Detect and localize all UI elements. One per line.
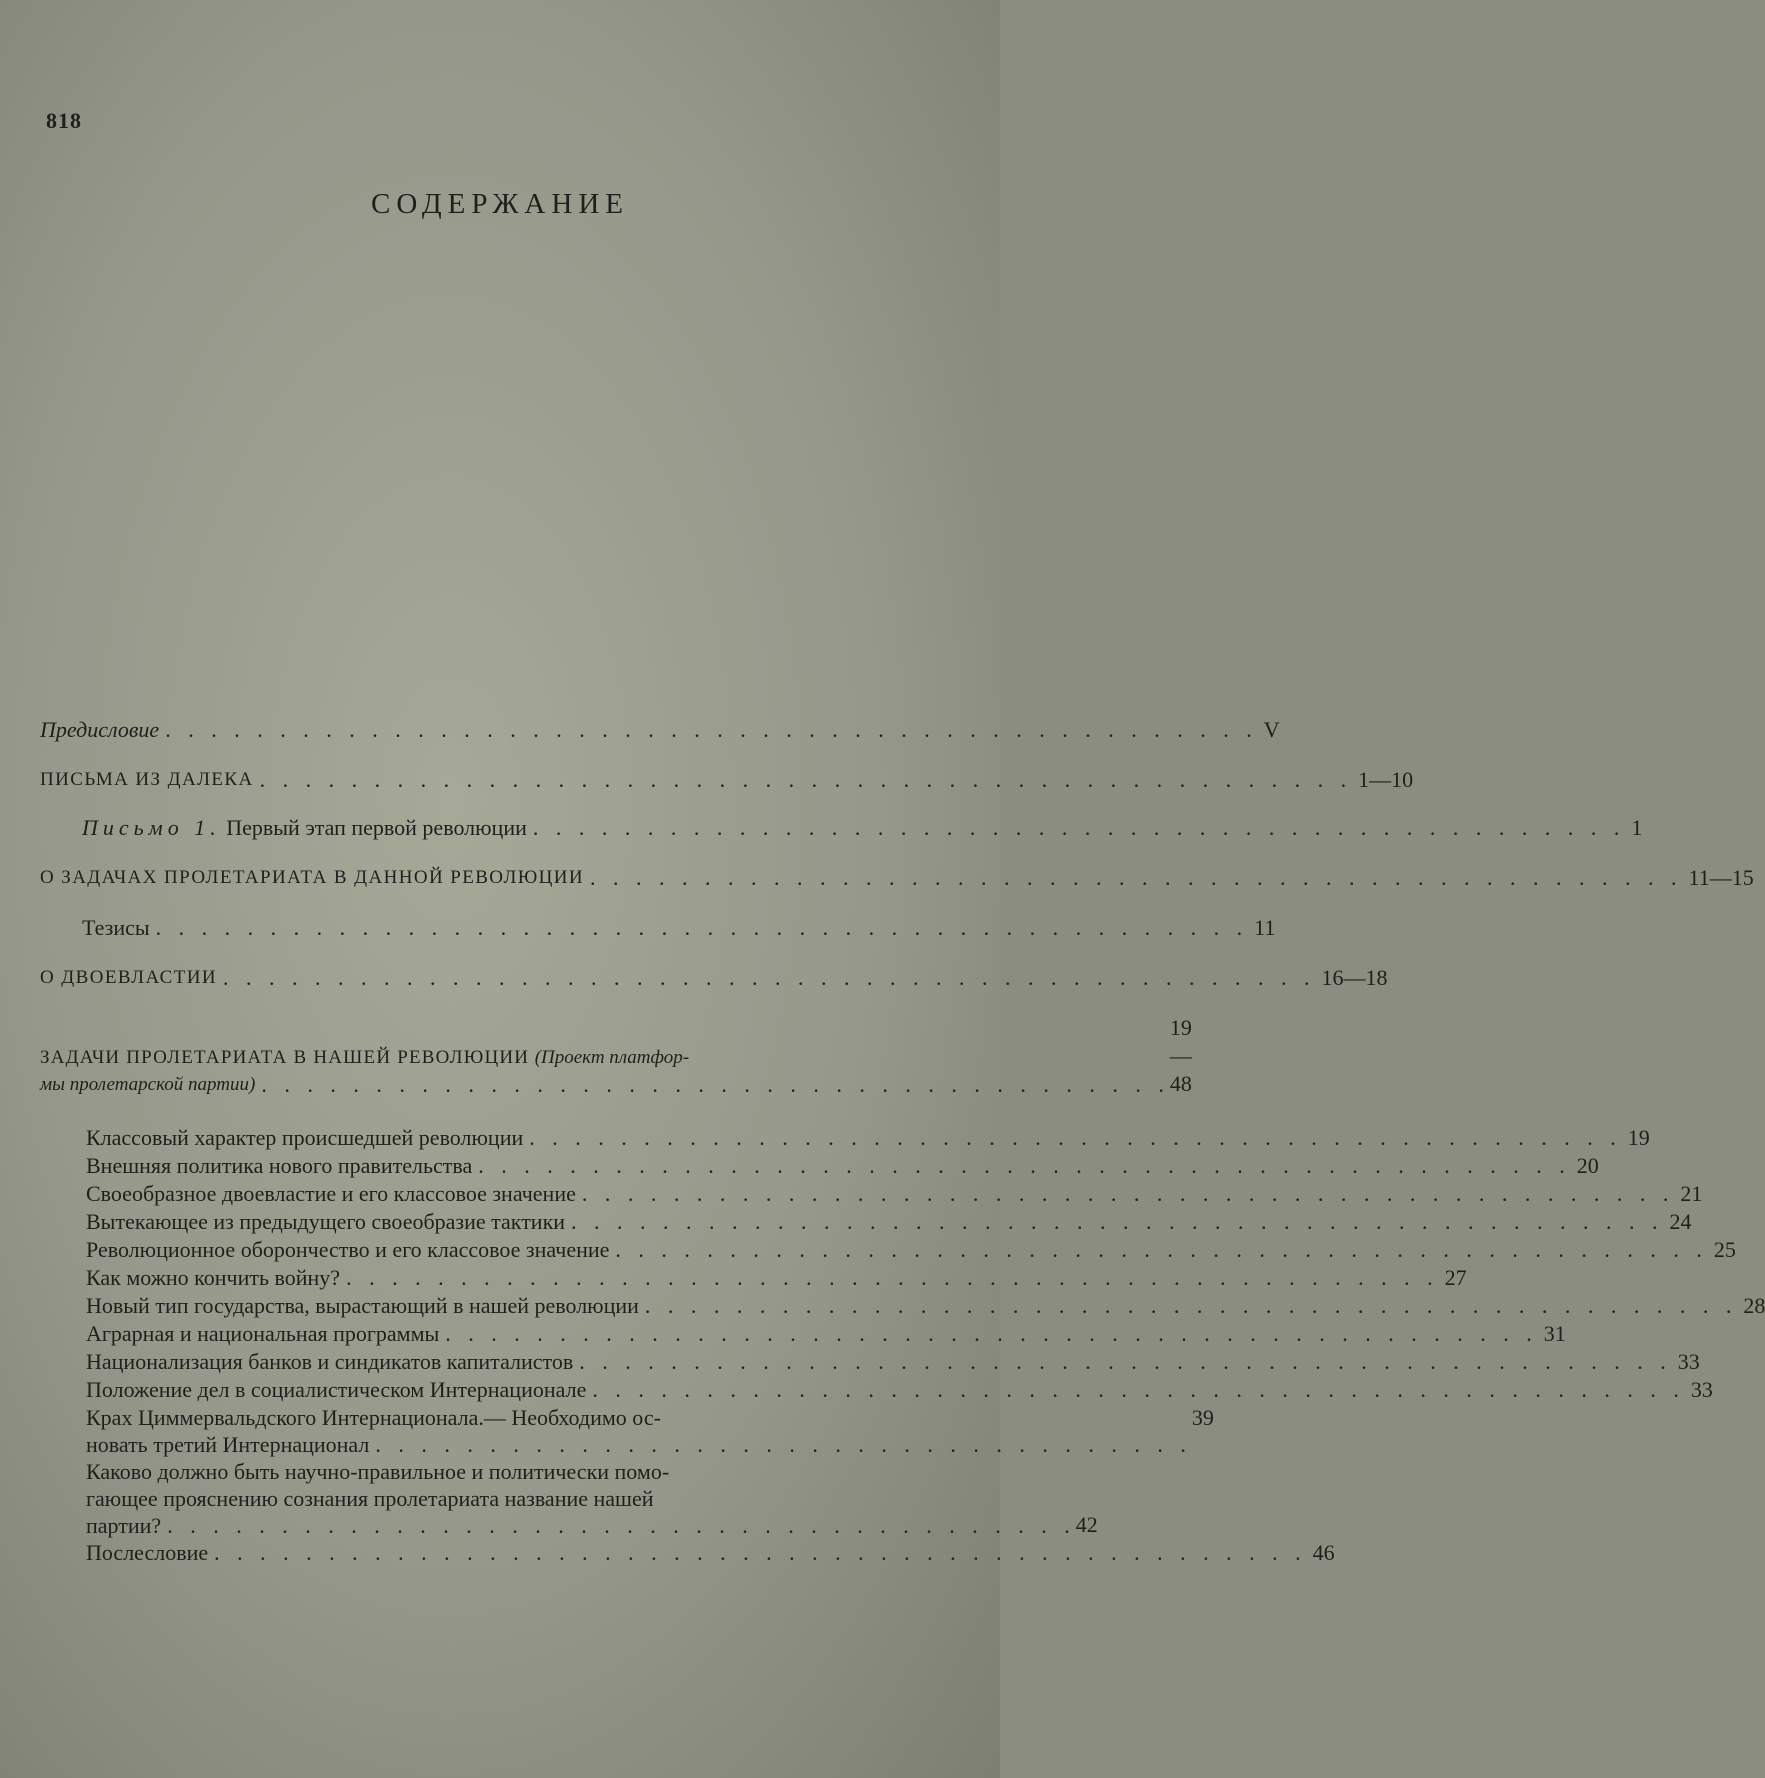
dot-leader: . . . . . . . . . . . . . . . . . . . . . . . . . . . . . . . . . . . . . . . . . . . . . . . . [571,1209,1664,1234]
toc-label: Послесловие [86,1540,209,1565]
toc-entry-party-name[interactable] [40,1458,1098,1539]
toc-page: 11 [1254,915,1276,940]
page-title: СОДЕРЖАНИЕ [371,188,629,220]
toc-label: О ЗАДАЧАХ ПРОЛЕТАРИАТА В ДАННОЙ РЕВОЛЮЦИИ [40,867,585,888]
toc-sub-entry[interactable] [40,1348,1700,1376]
toc-page: 42 [1075,1512,1098,1537]
toc-entry-letter-one[interactable] [40,814,1643,842]
dot-leader: . . . . . . . . . . . . . . . . . . . . . . . . . . . . . . . . . . . . . . . . . . . . . . . . [529,1125,1622,1150]
toc-line: Каково должно быть научно-правильное и политически помо- [86,1459,670,1484]
toc-page: 39 [1191,1405,1214,1430]
dot-leader: . . . . . . . . . . . . . . . . . . . . . . . . . . . . . . . . . . . . . . . . . . . . . . . . [478,1153,1571,1178]
dot-leader: . . . . . . . . . . . . . . . . . . . . . . . . . . . . . . . . . . . . . . . . . . . . . . . . [165,717,1258,742]
toc-label: ПИСЬМА ИЗ ДАЛЕКА [40,769,254,790]
toc-page: 20 [1576,1153,1599,1178]
toc-entry-dual-power[interactable] [40,964,1388,992]
sub-items [40,1124,1765,1404]
toc-label: Положение дел в социалистическом Интернационале [86,1377,587,1402]
toc-sub-entry[interactable] [40,1180,1703,1208]
toc-line: гающее прояснению сознания пролетариата название нашей [86,1486,654,1511]
toc-page: 33 [1690,1377,1713,1402]
toc-line: партии? . . . . . . . . . . . . . . . . . . . . . . . . . . . . . . . . . . . . . . . . [86,1513,1076,1538]
dot-leader: . . . . . . . . . . . . . . . . . . . . . . . . . . . . . . . . . . . . . . . . . . . . . . . . [590,865,1683,890]
toc-label: Национализация банков и синдикатов капиталистов [86,1349,574,1374]
toc-label-text: Первый этап первой революции [226,815,527,840]
toc-entry-theses[interactable] [40,914,1276,942]
dot-leader: . . . . . . . . . . . . . . . . . . . . . . . . . . . . . . . . . . . . . . . . . . . . . . . . [259,767,1353,792]
toc-label-subtitle-cont: мы пролетарской партии) [40,1074,256,1095]
toc-page: V [1263,717,1280,742]
toc-page: 33 [1677,1349,1700,1374]
toc-sub-entry[interactable] [40,1152,1599,1180]
toc-page: 19 [1627,1125,1650,1150]
toc-page: 21 [1680,1181,1703,1206]
toc-entry-letters-far[interactable] [40,766,1414,794]
dot-leader: . . . . . . . . . . . . . . . . . . . . . . . . . . . . . . . . . . . . . . . . . . . . . . . . [579,1349,1672,1374]
toc-label: Аграрная и национальная программы [86,1321,440,1346]
dot-leader: . . . . . . . . . . . . . . . . . . . . . . . . . . . . . . . . . . . . . . . . . . . . . . . . [445,1321,1538,1346]
dot-leader: . . . . . . . . . . . . . . . . . . . . . . . . . . . . . . . . . . . . . . . . . . . . . . . . [222,965,1316,990]
toc-label: О ДВОЕВЛАСТИИ [40,967,217,988]
toc-label: Классовый характер происшедшей революции [86,1125,524,1150]
dot-leader: . . . . . . . . . . . . . . . . . . . . . . . . . . . . . . . . . . . . . . . . . . . . . . . . [615,1237,1708,1262]
toc-page: 16—18 [1321,965,1388,990]
dot-leader: . . . . . . . . . . . . . . . . . . . . . . . . . . . . . . . . . . . . . . . . [167,1513,1076,1538]
dot-leader: . . . . . . . . . . . . . . . . . . . . . . . . . . . . . . . . . . . . . . . . . . . . . . . . [532,815,1626,840]
toc-sub-entry[interactable] [40,1236,1736,1264]
toc-sub-entry[interactable] [40,1208,1692,1236]
dot-leader: . . . . . . . . . . . . . . . . . . . . . . . . . . . . . . . . . . . . . . . . . . . . . . . . [214,1540,1307,1565]
toc-sub-entry[interactable] [40,1124,1650,1152]
toc-label: ЗАДАЧИ ПРОЛЕТАРИАТА В НАШЕЙ РЕВОЛЮЦИИ [40,1047,530,1068]
toc-page: 1—10 [1358,767,1414,792]
toc-page: 46 [1312,1540,1335,1565]
toc-line [40,1042,1170,1071]
toc-label-block [86,1404,1192,1458]
toc-label: Как можно кончить войну? [86,1265,341,1290]
toc-label: Внешняя политика нового правительства [86,1153,473,1178]
toc-label-prefix: Письмо 1. [82,815,221,840]
toc-page: 27 [1444,1265,1467,1290]
toc-label-block [40,1042,1170,1098]
toc-page: 1 [1631,815,1643,840]
toc-sub-entry[interactable] [40,1292,1765,1320]
toc-line: Крах Циммервальдского Интернационала.— Необходимо ос- [86,1405,661,1430]
dot-leader: . . . . . . . . . . . . . . . . . . . . . . . . . . . . . . . . . . . . . . . . [261,1072,1170,1097]
toc-label: Новый тип государства, вырастающий в нашей революции [86,1293,639,1318]
dot-leader: . . . . . . . . . . . . . . . . . . . . . . . . . . . . . . . . . . . . [375,1432,1192,1457]
toc-entry-tasks-our[interactable] [40,1014,1192,1098]
toc-page: 19—48 [1169,1015,1192,1096]
toc-label: Своеобразное двоевластие и его классовое значение [86,1181,576,1206]
page-number: 818 [46,108,82,133]
toc-label: Предисловие [40,717,160,742]
toc-line: новать третий Интернационал . . . . . . . . . . . . . . . . . . . . . . . . . . . . . . . . . . . . [86,1432,1192,1457]
toc-entry-zimmerwald[interactable] [40,1404,1214,1458]
toc-page: 25 [1713,1237,1736,1262]
toc-line [40,1071,1170,1098]
toc-page: 28 [1743,1293,1765,1318]
toc-entry-preface[interactable] [40,716,1280,744]
toc-label-block [86,1458,1076,1539]
toc-entry-afterword[interactable] [40,1539,1335,1567]
toc-label: Тезисы [82,915,150,940]
dot-leader: . . . . . . . . . . . . . . . . . . . . . . . . . . . . . . . . . . . . . . . . . . . . . . . . [581,1181,1675,1206]
toc-label-subtitle: (Проект платфор- [534,1047,690,1068]
toc-page: 24 [1669,1209,1692,1234]
dot-leader: . . . . . . . . . . . . . . . . . . . . . . . . . . . . . . . . . . . . . . . . . . . . . . . . [346,1265,1439,1290]
toc-page: 11—15 [1688,865,1754,890]
dot-leader: . . . . . . . . . . . . . . . . . . . . . . . . . . . . . . . . . . . . . . . . . . . . . . . . [644,1293,1738,1318]
toc-sub-entry[interactable] [40,1376,1713,1404]
toc-entry-tasks-current[interactable] [40,864,1754,892]
dot-leader: . . . . . . . . . . . . . . . . . . . . . . . . . . . . . . . . . . . . . . . . . . . . . . . . [155,915,1249,940]
toc-sub-entry[interactable] [40,1320,1566,1348]
toc-page: 31 [1543,1321,1566,1346]
toc-sub-entry[interactable] [40,1264,1467,1292]
toc-label [82,814,527,842]
toc-label: Вытекающее из предыдущего своеобразие тактики [86,1209,566,1234]
dot-leader: . . . . . . . . . . . . . . . . . . . . . . . . . . . . . . . . . . . . . . . . . . . . . . . . [592,1377,1685,1402]
toc-label: Революционное оборончество и его классовое значение [86,1237,610,1262]
table-of-contents [40,716,1765,1567]
